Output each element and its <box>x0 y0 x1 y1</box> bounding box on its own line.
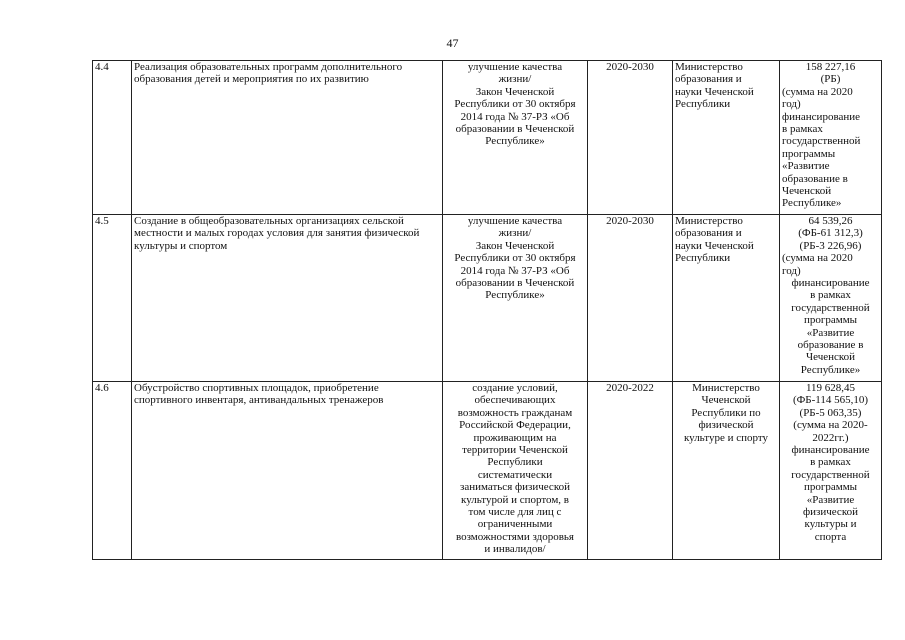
measure-name: Обустройство спортивных площадок, приобретение спортивного инвентаря, антивандальных тренажеров <box>132 382 443 560</box>
financing-note: (сумма на 2020- 2022гг.) финансирование в рамках государственной программы «Развитие физической культуры и спорта <box>791 419 870 543</box>
financing-source: (РБ-3 226,96) <box>799 239 862 252</box>
financing-amount: 64 539,26 <box>808 215 853 227</box>
expected-result: создание условий, обеспечивающих возможность гражданам Российской Федерации, проживающим на территории Чеченской Республики систематически заниматься физической культурой и спортом, в том числе для лиц с ограниченными возможностями здоровья и инвалидов/ <box>443 382 588 560</box>
responsible-executor: Министерство образования и науки Чеченской Республики <box>673 215 780 382</box>
financing-note: финансирование в рамках государственной программы «Развитие образование в Чеченской Республике» <box>791 277 870 376</box>
financing-amount: 158 227,16 <box>805 61 856 73</box>
table-row <box>93 382 882 560</box>
financing-cell <box>780 215 882 382</box>
row-number: 4.4 <box>93 61 132 215</box>
financing-amount: 119 628,45 <box>805 382 856 394</box>
implementation-period: 2020-2030 <box>588 61 673 215</box>
expected-result: улучшение качества жизни/ Закон Чеченской Республики от 30 октября 2014 года № 37-РЗ «Об образовании в Чеченской Республике» <box>443 215 588 382</box>
implementation-period: 2020-2030 <box>588 215 673 382</box>
responsible-executor: Министерство Чеченской Республики по физической культуре и спорту <box>673 382 780 560</box>
row-number: 4.5 <box>93 215 132 382</box>
implementation-period: 2020-2022 <box>588 382 673 560</box>
table-row <box>93 215 882 382</box>
measure-name: Реализация образовательных программ дополнительного образования детей и мероприятия по их развитию <box>132 61 443 215</box>
row-number: 4.6 <box>93 382 132 560</box>
financing-note: (сумма на 2020 год) финансирование в рамках государственной программы «Развитие образование в Чеченской Республике» <box>782 85 861 210</box>
financing-cell <box>780 382 882 560</box>
measure-name: Создание в общеобразовательных организациях сельской местности и малых городах условия для занятия физической культуры и спортом <box>132 215 443 382</box>
financing-cell <box>780 61 882 215</box>
financing-source: (ФБ-114 565,10) <box>792 394 869 407</box>
expected-result: улучшение качества жизни/ Закон Чеченской Республики от 30 октября 2014 года № 37-РЗ «Об образовании в Чеченской Республике» <box>443 61 588 215</box>
financing-source: (РБ) <box>820 73 841 86</box>
financing-source: (РБ-5 063,35) <box>799 406 862 419</box>
program-measures-table <box>92 60 882 560</box>
page-number: 47 <box>446 36 459 50</box>
table-row <box>93 61 882 215</box>
financing-period-note: (сумма на 2020 год) <box>782 252 853 277</box>
financing-source: (ФБ-61 312,3) <box>798 227 863 240</box>
responsible-executor: Министерство образования и науки Чеченской Республики <box>673 61 780 215</box>
